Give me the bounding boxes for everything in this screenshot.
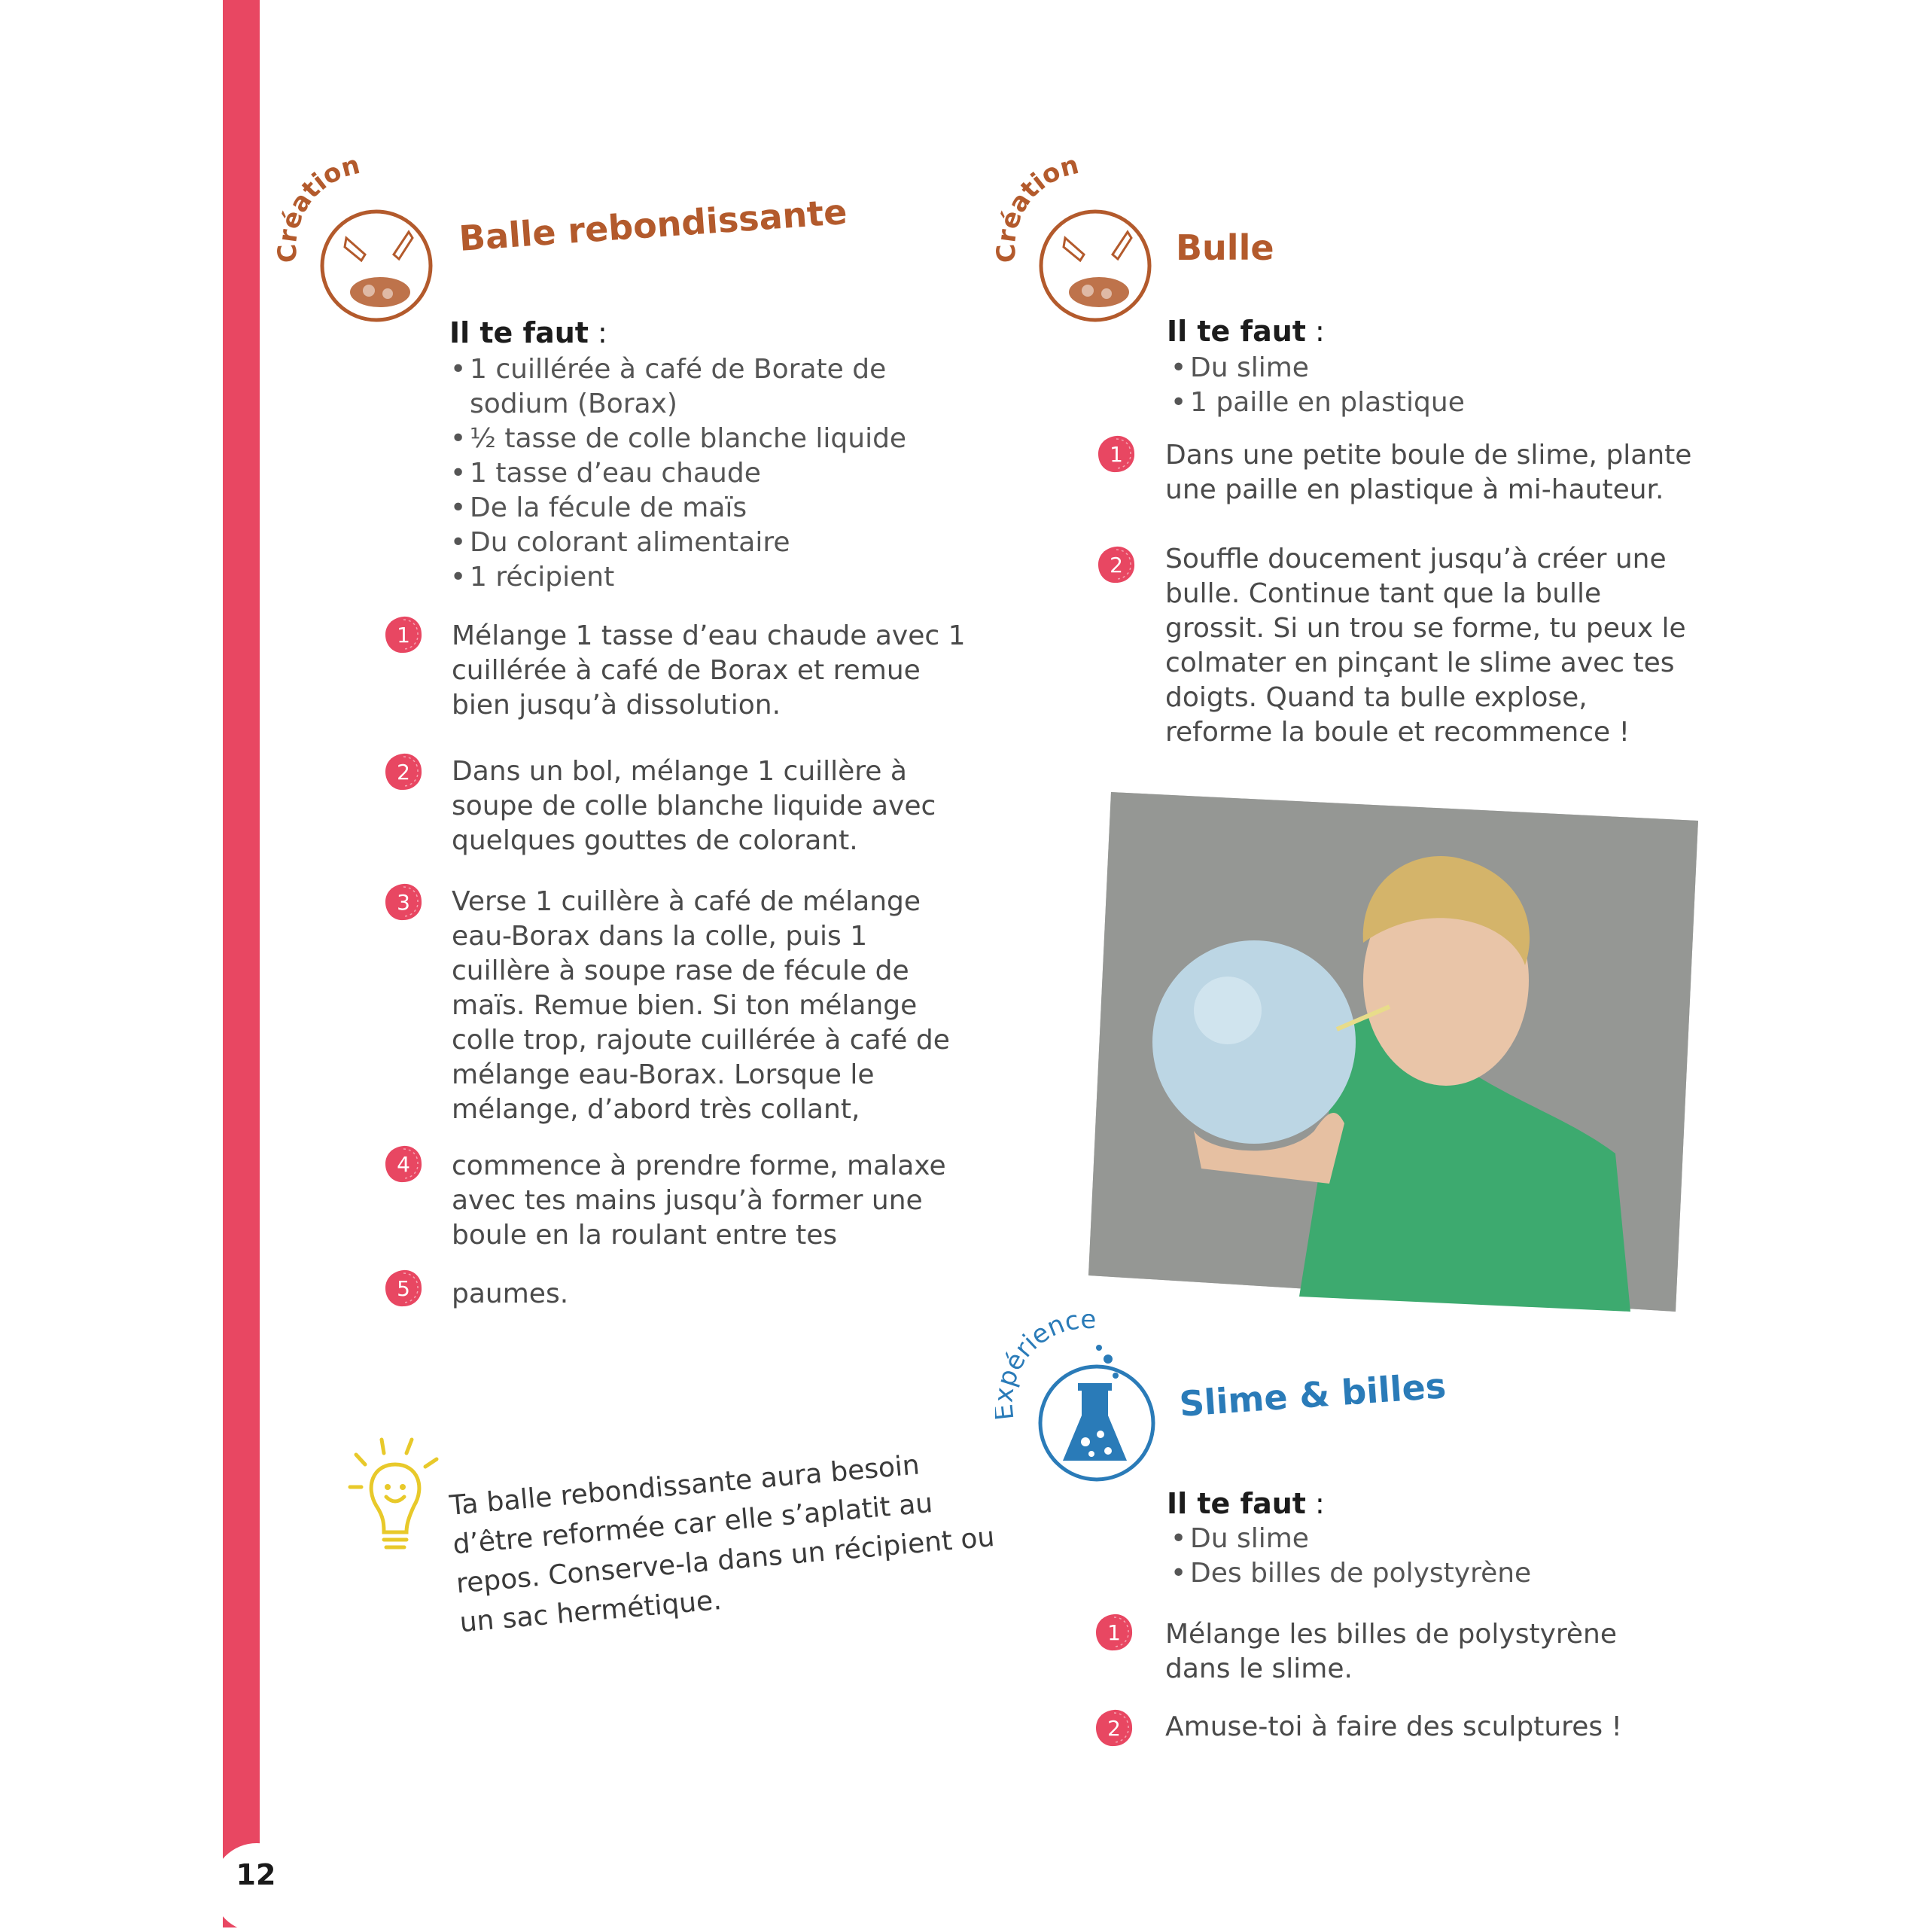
need-heading-label: Il te faut	[1167, 1487, 1306, 1520]
step-badge	[382, 1143, 425, 1185]
boy-blowing-slime-bubble-photo	[1088, 792, 1698, 1312]
ingredients-list-bulle	[1171, 351, 1622, 420]
list-item: • 1 tasse d’eau chaude	[450, 456, 932, 491]
creation-stamp-bulle	[994, 157, 1167, 330]
step-badge	[1093, 1611, 1135, 1653]
svg-text:3: 3	[397, 890, 410, 915]
list-item: • De la fécule de maïs	[450, 491, 932, 526]
list-item: • 1 récipient	[450, 560, 932, 595]
need-heading-billes	[1167, 1487, 1325, 1520]
stamp-label: Création	[994, 157, 1082, 264]
svg-text:2: 2	[1107, 1716, 1121, 1741]
list-item: • Du slime	[1171, 1522, 1660, 1556]
need-heading-label: Il te faut	[1167, 315, 1306, 348]
section-title-balle: Balle rebondissante	[458, 190, 848, 259]
section-title-bulle: Bulle	[1176, 227, 1274, 268]
creation-stamp-balle	[275, 157, 448, 330]
flask-icon	[995, 1314, 1176, 1495]
need-heading-colon: :	[588, 316, 607, 349]
step-badge	[1095, 544, 1137, 586]
need-heading-colon: :	[1305, 1487, 1325, 1520]
list-item: • Des billes de polystyrène	[1171, 1556, 1660, 1591]
step-badge	[1093, 1707, 1135, 1749]
lightbulb-icon	[342, 1431, 448, 1566]
step-text: Mélange 1 tasse d’eau chaude avec 1 cuillérée à café de Borax et remue bien jusqu’à dissolution.	[452, 620, 966, 721]
step-badge	[382, 1267, 425, 1309]
stamp-label: Création	[275, 157, 364, 264]
step-text: paumes.	[452, 1278, 569, 1309]
step-text: Mélange les billes de polystyrène dans le slime.	[1165, 1619, 1618, 1684]
page-number: 12	[236, 1858, 276, 1891]
section-title-billes: Slime & billes	[1178, 1365, 1448, 1425]
list-item: • 1 cuillérée à café de Borate de sodium (Borax)	[450, 352, 932, 422]
list-item: • Du colorant alimentaire	[450, 526, 932, 560]
step-text: Dans une petite boule de slime, plante une paille en plastique à mi-hauteur.	[1165, 440, 1692, 505]
side-band	[223, 0, 260, 1927]
list-item: • 1 paille en plastique	[1171, 385, 1622, 420]
list-item: • ½ tasse de colle blanche liquide	[450, 422, 932, 456]
step-badge	[382, 751, 425, 793]
step-text: Dans un bol, mélange 1 cuillère à soupe de colle blanche liquide avec quelques gouttes de colorant.	[452, 756, 936, 856]
svg-text:2: 2	[397, 760, 410, 785]
svg-text:1: 1	[1107, 1620, 1121, 1645]
step-badge	[382, 614, 425, 656]
list-item: • Du slime	[1171, 351, 1622, 385]
stamp-label: érience	[998, 1314, 1097, 1376]
step-text: Amuse-toi à faire des sculptures !	[1165, 1711, 1622, 1742]
experience-stamp-billes	[995, 1314, 1176, 1495]
step-text: Verse 1 cuillère à café de mélange eau-Borax dans la colle, puis 1 cuillère à soupe rase de fécule de maïs. Remue bien. Si ton mélange colle trop, rajoute cuillérée à café de mélange eau-Borax. Lorsque le mélange, d’abord très collant,	[452, 886, 950, 1125]
step-text: Souffle doucement jusqu’à créer une bulle. Continue tant que la bulle grossit. Si un trou se forme, tu peux le colmater en pinçant le slime avec tes doigts. Quand ta bulle explose, reforme la boule et recommence !	[1165, 544, 1686, 748]
hands-kneading-icon	[275, 157, 448, 330]
need-heading-colon: :	[1305, 315, 1325, 348]
ingredients-list-balle	[450, 352, 932, 595]
svg-text:2: 2	[1110, 553, 1123, 577]
ingredients-list-billes	[1171, 1522, 1660, 1591]
svg-text:1: 1	[1110, 442, 1123, 467]
step-badge	[382, 881, 425, 923]
need-heading-label: Il te faut	[449, 316, 589, 349]
need-heading-bulle	[1167, 315, 1325, 348]
svg-text:5: 5	[397, 1276, 410, 1301]
svg-text:4: 4	[397, 1152, 410, 1177]
step-text: commence à prendre forme, malaxe avec tes mains jusqu’à former une boule en la roulant entre tes	[452, 1150, 946, 1251]
hands-kneading-icon	[994, 157, 1167, 330]
svg-text:1: 1	[397, 623, 410, 648]
svg-text:Création	[275, 157, 363, 264]
svg-text:Création	[994, 157, 1082, 264]
tip-text: Ta balle rebondissante aura besoin d’être reformée car elle s’aplatit au repos. Conserve-la dans un récipient ou un sac hermétique.	[448, 1449, 996, 1639]
step-badge	[1095, 433, 1137, 475]
need-heading-balle	[449, 316, 607, 349]
